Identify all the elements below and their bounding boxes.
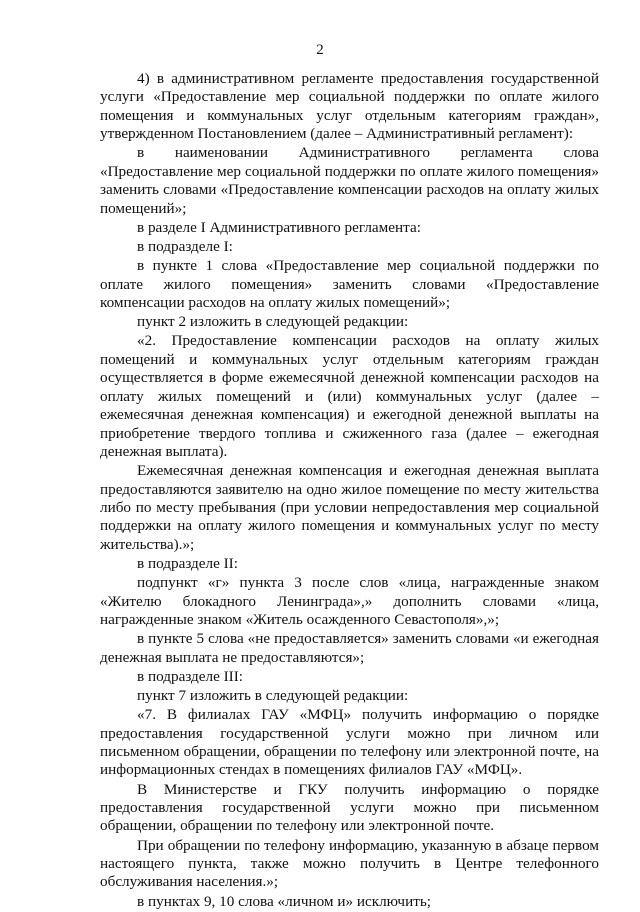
paragraph: пункт 2 изложить в следующей редакции: <box>137 313 409 331</box>
paragraph: «2. Предоставление компенсации расходов на оплату жилых помещений и коммунальных услуг отдельным категориям граждан осуществляется в форме ежемесячной денежной компенсации расходов на оплату жилых помещений и (или) коммунальных услуг (далее – ежемесячная денежная компенсация) и ежегодной денежной выплаты на приобретение твердого топлива и сжиженного газа (далее – ежегодная денежная выплата). <box>100 332 599 460</box>
paragraph: При обращении по телефону информацию, указанную в абзаце первом настоящего пункта, также можно получить в Центре телефонного обслуживания населения.»; <box>100 836 599 891</box>
document-body <box>100 70 599 912</box>
paragraph: в подразделе II: <box>137 554 238 572</box>
paragraph: в пункте 5 слова «не предоставляется» заменить словами «и ежегодная денежная выплата не предоставляются»; <box>100 630 599 666</box>
paragraph: в подразделе III: <box>137 667 244 685</box>
paragraph: 4) в административном регламенте предоставления государственной услуги «Предоставление мер социальной поддержки по оплате жилого помещения и коммунальных услуг отдельным категориям граждан», утвержденном Постановлением (далее – Административный регламент): <box>100 70 599 143</box>
paragraph: в разделе I Административного регламента: <box>137 218 421 236</box>
page-number: 2 <box>316 42 324 58</box>
paragraph: Ежемесячная денежная компенсация и ежегодная денежная выплата предоставляются заявителю на одно жилое помещение по месту жительства либо по месту пребывания (при условии непредоставления мер социальной поддержки на оплату жилого помещения и коммунальных услуг по месту жительства).»; <box>100 462 599 553</box>
paragraph: в пунктах 9, 10 слова «личном и» исключить; <box>137 892 431 910</box>
paragraph: пункт 7 изложить в следующей редакции: <box>137 686 409 704</box>
paragraph: подпункт «г» пункта 3 после слов «лица, награжденные знаком «Жителю блокадного Ленинграда»,» дополнить словами «лица, награжденные знаком «Житель осажденного Севастополя»,»; <box>100 574 599 628</box>
paragraph: в подразделе I: <box>137 238 233 256</box>
paragraph: в наименовании Административного регламента слова «Предоставление мер социальной поддержки по оплате жилого помещения» заменить словами «Предоставление компенсации расходов на оплату жилых помещений»; <box>100 144 599 217</box>
paragraph: В Министерстве и ГКУ получить информацию о порядке предоставления государственной услуги можно при письменном обращении, обращении по телефону или электронной почте. <box>100 780 599 835</box>
paragraph: «7. В филиалах ГАУ «МФЦ» получить информацию о порядке предоставления государственной услуги можно при личном или письменном обращении, обращении по телефону или электронной почте, на информационных стендах в помещениях филиалов ГАУ «МФЦ». <box>100 706 599 779</box>
paragraph: в пункте 1 слова «Предоставление мер социальной поддержки по оплате жилого помещения» заменить словами «Предоставление компенсации расходов на оплату жилых помещений»; <box>100 257 599 312</box>
